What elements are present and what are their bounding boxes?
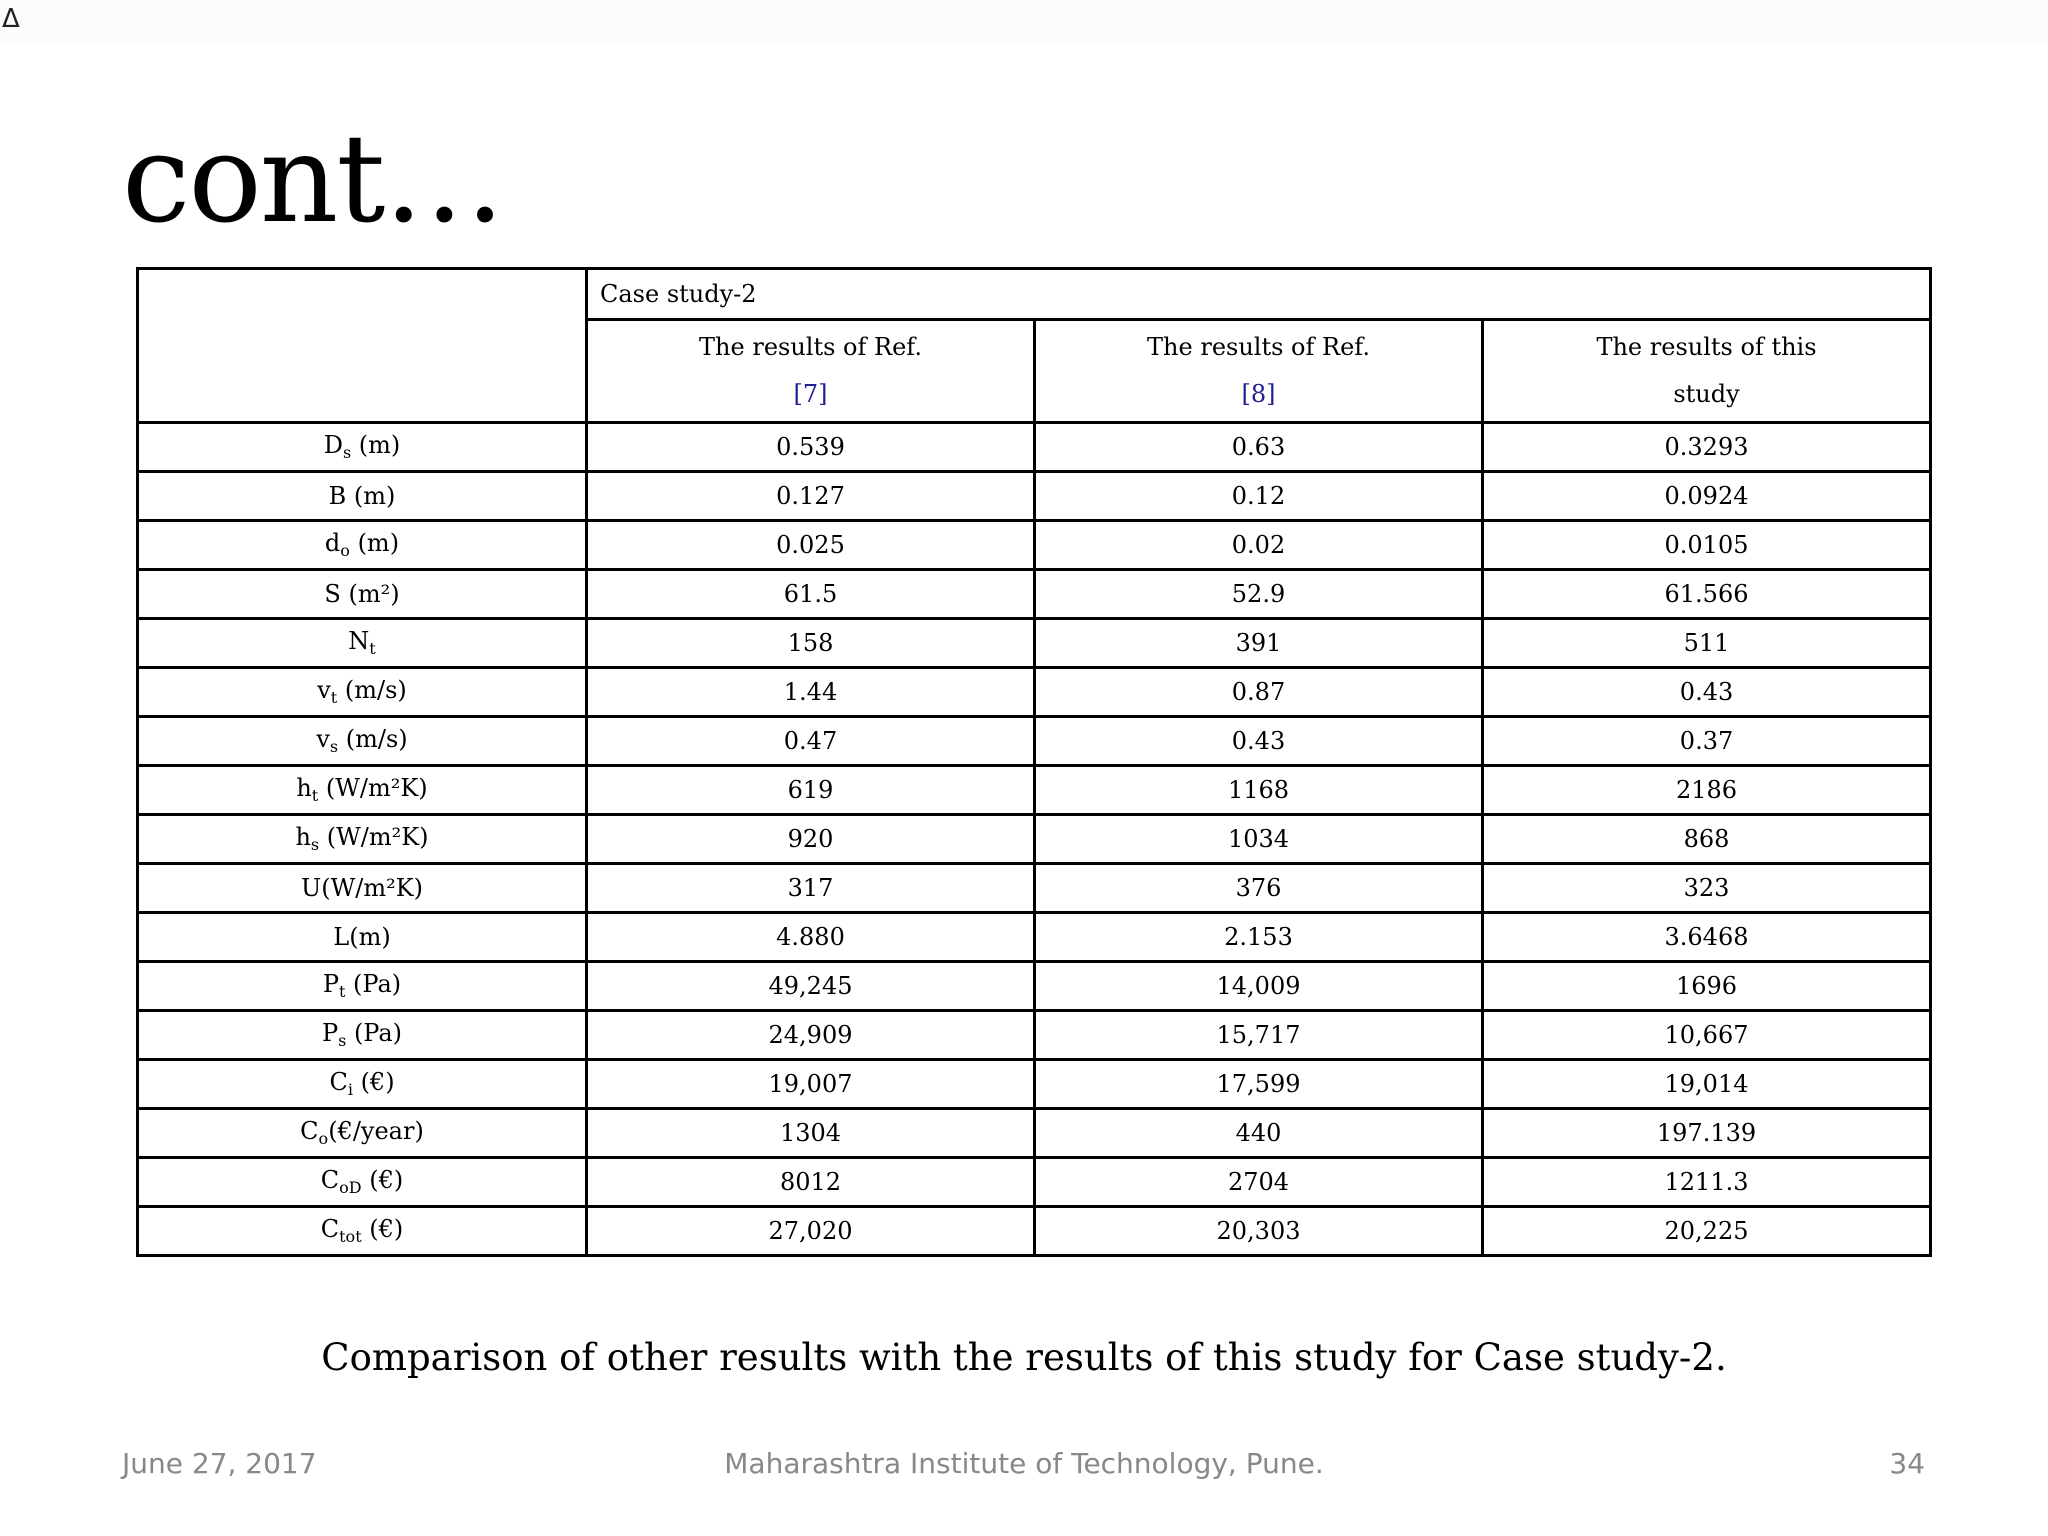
row-label-symbol: P [322,970,339,999]
table-cell: 1211.3 [1483,1158,1931,1207]
table-cell: 0.63 [1035,423,1483,472]
table-row [138,668,1931,717]
table-row [138,815,1931,864]
table-cell: 0.87 [1035,668,1483,717]
table-cell: 391 [1035,619,1483,668]
row-label [138,1011,587,1060]
table-cell: 0.025 [587,521,1035,570]
table-cell: 1696 [1483,962,1931,1011]
column-header-text: The results of this [1596,333,1817,361]
table-cell: 17,599 [1035,1060,1483,1109]
table-cell: 1304 [587,1109,1035,1158]
row-label-unit: (Pa) [345,970,402,999]
row-label [138,913,587,962]
row-label-subscript: s [338,1031,347,1051]
row-label-subscript: t [338,982,346,1002]
row-label-symbol: C [320,1166,340,1195]
table-cell: 49,245 [587,962,1035,1011]
column-header-text-line2: study [1673,380,1740,408]
row-label-symbol: L(m) [333,922,391,951]
row-label-symbol: U(W/m²K) [300,873,423,902]
column-header-this-study [1483,320,1931,423]
table-cell: 52.9 [1035,570,1483,619]
table-caption: Comparison of other results with the results of this study for Case study-2. [321,1336,1727,1379]
comparison-table [136,267,1932,1257]
table-cell: 19,007 [587,1060,1035,1109]
table-cell: 0.02 [1035,521,1483,570]
table-row [138,1011,1931,1060]
row-label [138,766,587,815]
row-label-symbol: S (m²) [324,579,400,608]
table-cell: 1168 [1035,766,1483,815]
row-label-subscript: o [340,541,350,561]
row-label-symbol: h [296,774,312,803]
row-label-symbol: P [321,1019,339,1048]
table-cell: 317 [587,864,1035,913]
ref-8-citation[interactable]: [8] [1241,380,1276,408]
row-label-subscript: t [330,688,338,708]
table-cell: 0.37 [1483,717,1931,766]
table-corner-cell [138,269,587,423]
footer-page-number: 34 [1889,1447,1925,1480]
row-label [138,1060,587,1109]
row-label-symbol: d [324,529,341,558]
table-cell: 0.0105 [1483,521,1931,570]
table-row [138,864,1931,913]
row-label-symbol: h [295,823,311,852]
table-cell: 61.5 [587,570,1035,619]
row-label-symbol: C [300,1117,319,1146]
column-header-ref7 [587,320,1035,423]
table-cell: 27,020 [587,1207,1035,1256]
row-label-subscript: s [329,737,339,757]
table-cell: 0.127 [587,472,1035,521]
case-study-header: Case study-2 [587,269,1931,320]
column-header-ref8 [1035,320,1483,423]
row-label [138,864,587,913]
footer-institution: Maharashtra Institute of Technology, Pune. [724,1447,1324,1480]
table-row [138,1109,1931,1158]
ref-7-citation[interactable]: [7] [793,380,828,408]
table-row [138,766,1931,815]
table-cell: 8012 [587,1158,1035,1207]
table-cell: 61.566 [1483,570,1931,619]
row-label-unit: (W/m²K) [318,774,428,803]
row-label [138,521,587,570]
table-cell: 0.539 [587,423,1035,472]
row-label-symbol: C [329,1068,348,1097]
row-label-unit: (m/s) [337,676,407,705]
table-row [138,570,1931,619]
table-cell: 2186 [1483,766,1931,815]
row-label-unit: (m/s) [338,725,408,754]
row-label-unit: (m) [351,431,401,460]
table-cell: 0.3293 [1483,423,1931,472]
table-row [138,717,1931,766]
row-label [138,423,587,472]
corner-delta-mark: Δ [2,4,20,34]
row-label-subscript: t [369,639,376,659]
table-cell: 2704 [1035,1158,1483,1207]
table-row [138,1207,1931,1256]
row-label-unit: (€/year) [328,1117,424,1146]
table-cell: 14,009 [1035,962,1483,1011]
table-cell: 0.43 [1483,668,1931,717]
table-cell: 1034 [1035,815,1483,864]
row-label-symbol: v [316,725,330,754]
table-cell: 440 [1035,1109,1483,1158]
table-cell: 0.12 [1035,472,1483,521]
row-label-unit: (€) [361,1215,404,1244]
footer-date: June 27, 2017 [122,1447,317,1480]
row-label-subscript: i [347,1080,353,1100]
table-cell: 15,717 [1035,1011,1483,1060]
table-cell: 4.880 [587,913,1035,962]
row-label [138,1158,587,1207]
row-label-symbol: N [348,627,370,656]
column-header-text: The results of Ref. [1147,333,1370,361]
top-strip [0,0,2048,46]
row-label [138,962,587,1011]
table-cell: 1.44 [587,668,1035,717]
table-cell: 19,014 [1483,1060,1931,1109]
row-label-subscript: s [342,443,352,463]
row-label-subscript: tot [339,1227,362,1247]
row-label-symbol: C [320,1215,340,1244]
table-cell: 20,225 [1483,1207,1931,1256]
table-row [138,521,1931,570]
table-cell: 376 [1035,864,1483,913]
table-cell: 0.43 [1035,717,1483,766]
table-row [138,962,1931,1011]
row-label-unit: (m) [349,529,400,558]
row-label [138,472,587,521]
row-label [138,1109,587,1158]
table-row [138,913,1931,962]
table-cell: 3.6468 [1483,913,1931,962]
row-label-subscript: t [311,786,319,806]
table-cell: 0.47 [587,717,1035,766]
column-header-text: The results of Ref. [699,333,922,361]
table-cell: 0.0924 [1483,472,1931,521]
table-cell: 158 [587,619,1035,668]
row-label [138,1207,587,1256]
table-cell: 868 [1483,815,1931,864]
row-label-subscript: o [318,1129,329,1149]
row-label-unit: (€) [352,1068,395,1097]
row-label-symbol: v [317,676,331,705]
slide-title: cont… [122,108,504,250]
table-cell: 197.139 [1483,1109,1931,1158]
row-label [138,815,587,864]
table-cell: 511 [1483,619,1931,668]
table-cell: 323 [1483,864,1931,913]
table-cell: 920 [587,815,1035,864]
comparison-table-body [138,269,1931,1256]
row-label-symbol: B (m) [328,481,396,510]
table-row [138,1158,1931,1207]
row-label [138,619,587,668]
row-label-symbol: D [323,431,343,460]
table-cell: 2.153 [1035,913,1483,962]
table-row [138,1060,1931,1109]
row-label-subscript: s [310,835,320,855]
table-header-row-group [138,269,1931,320]
row-label-unit: (€) [361,1166,404,1195]
table-row [138,423,1931,472]
row-label-unit: (W/m²K) [319,823,429,852]
row-label [138,668,587,717]
row-label-unit: (Pa) [346,1019,403,1048]
row-label-subscript: oD [339,1178,362,1198]
table-cell: 20,303 [1035,1207,1483,1256]
table-row [138,472,1931,521]
table-cell: 10,667 [1483,1011,1931,1060]
table-cell: 24,909 [587,1011,1035,1060]
row-label [138,717,587,766]
table-row [138,619,1931,668]
table-cell: 619 [587,766,1035,815]
row-label [138,570,587,619]
